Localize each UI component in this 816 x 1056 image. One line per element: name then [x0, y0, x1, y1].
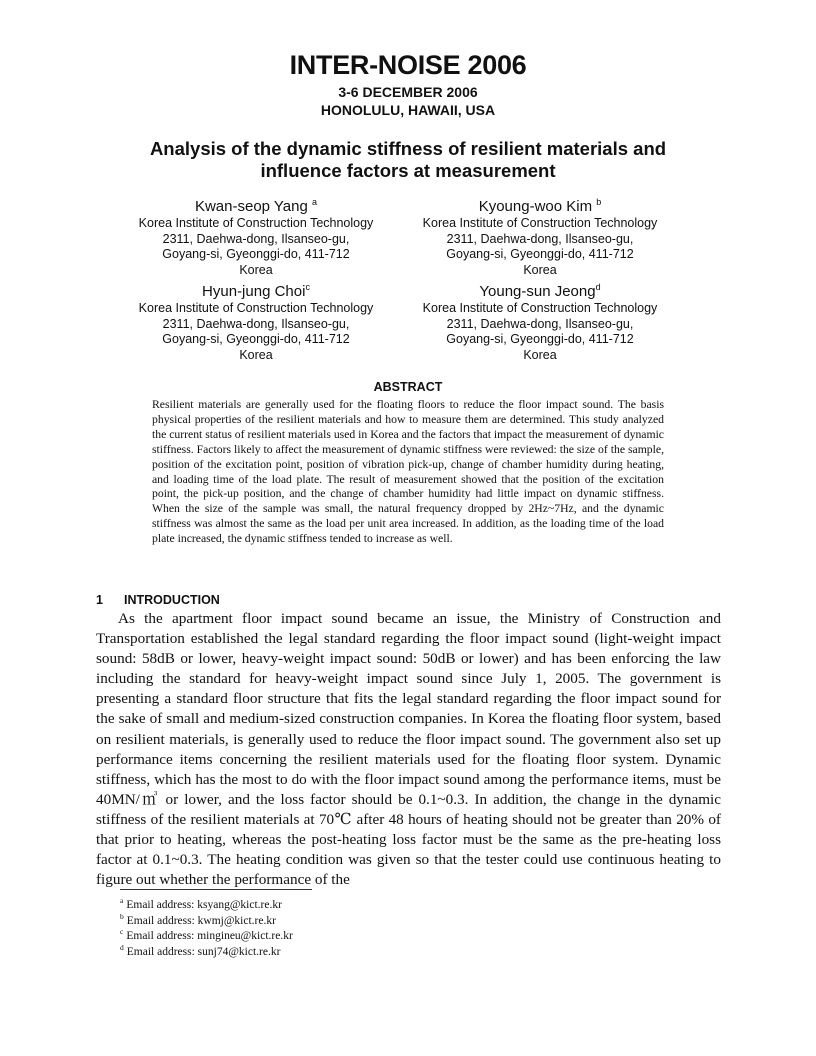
author-country: Korea — [239, 262, 273, 277]
paper-title-line2: influence factors at measurement — [260, 160, 556, 181]
author-name: Hyun-jung Choi$^c$ — [202, 282, 310, 300]
abstract-text: Resilient materials are generally used for the floating floors to reduce the floor impact sound. The basis physical properties of the resilient materials and how to measure them are determined. This study analyzed the current status of resilient materials used in Korea and the factors that impact the measurement of dynamic stiffness. Factors likely to affect the measurement of dynamic stiffness were reviewed: the size of the sample, position of the excitation point, position of vibration pick-up, change of chamber humidity during heating, and loading time of the load plate. The result of measurement showed that the position of the excitation point, the pick-up position, and the change of chamber humidity had little impact on dynamic stiffness. When the size of the sample was small, the natural frequency dropped by 2Hz~7Hz, and the dynamic stiffness was almost the same as the load per unit area increased. In addition, as the loading time of the load plate increased, the dynamic stiffness tended to increase as well. — [152, 398, 664, 546]
footnote: $^b$ Email address: kwmj@kict.re.kr — [120, 911, 276, 927]
footnote: $^d$ Email address: sunj74@kict.re.kr — [120, 942, 281, 958]
author-country: Korea — [239, 347, 273, 362]
author-institute: Korea Institute of Construction Technology — [422, 301, 658, 315]
footnote-divider — [120, 889, 312, 890]
author-address-line1: 2311, Daehwa-dong, Ilsanseo-gu, — [162, 316, 350, 331]
author-block-2 — [405, 198, 675, 278]
section-heading — [96, 593, 220, 607]
author-institute: Korea Institute of Construction Technology — [138, 301, 374, 315]
author-address-line1: 2311, Daehwa-dong, Ilsanseo-gu, — [446, 316, 634, 331]
abstract-heading: ABSTRACT — [373, 380, 443, 394]
author-name: Kyoung-woo Kim $^b$ — [478, 197, 602, 215]
author-block-3 — [121, 283, 391, 363]
author-address-line2: Goyang-si, Gyeonggi-do, 411-712 — [162, 247, 350, 261]
affiliation-mark: d — [595, 282, 601, 292]
section-title: INTRODUCTION — [124, 593, 220, 607]
author-name: Young-sun Jeong$^d$ — [479, 282, 601, 300]
introduction-paragraph: As the apartment floor impact sound became an issue, the Ministry of Construction and Transportation established the legal standard regarding the floor impact sound (light-weight impact sound: 58dB or lower, heavy-weight impact sound: 50dB or lower) and has been enforcing the law including the standard for heavy-weight impact sound since July 1, 2005. The government is presenting a standard floor structure that fits the legal standard regarding the floor impact sound for the sake of small and medium-sized construction companies. In Korea the floating floor system, based on resilient materials, is generally used to reduce the floor impact sound. The government also set up performance items concerning the resilient materials used for the floating floor system. Dynamic stiffness, which has the most to do with the floor impact sound among the performance items, must be 40MN/㎥ or lower, and the loss factor should be 0.1~0.3. In addition, the change in the dynamic stiffness of the resilient materials at 70℃ after 48 hours of heating should not be greater than 20% of that prior to heating, whereas the post-heating loss factor must be the same as the pre-heating loss factor at 0.1~0.3. The heating condition was given so that the tester could use continuous heating to figure out whether the performance of the — [96, 610, 721, 889]
author-name: Kwan-seop Yang $^a$ — [194, 197, 318, 215]
author-address-line2: Goyang-si, Gyeonggi-do, 411-712 — [446, 332, 634, 346]
paper-title-line1: Analysis of the dynamic stiffness of resilient materials and — [149, 138, 667, 159]
footnotes — [120, 898, 520, 960]
conference-title: INTER-NOISE 2006 — [289, 50, 527, 80]
footnote: $^c$ Email address: mingineu@kict.re.kr — [120, 927, 293, 942]
author-institute: Korea Institute of Construction Technology — [138, 216, 374, 230]
author-address-line1: 2311, Daehwa-dong, Ilsanseo-gu, — [162, 231, 350, 246]
footnote: $^a$ Email address: ksyang@kict.re.kr — [120, 896, 282, 911]
conference-location: HONOLULU, HAWAII, USA — [320, 102, 496, 118]
affiliation-mark: b — [596, 197, 602, 207]
author-country: Korea — [523, 262, 557, 277]
paper-title — [100, 138, 716, 182]
author-block-1 — [121, 198, 391, 278]
author-address-line2: Goyang-si, Gyeonggi-do, 411-712 — [446, 247, 634, 261]
section-number: 1 — [96, 593, 103, 607]
author-country: Korea — [523, 347, 557, 362]
author-address-line1: 2311, Daehwa-dong, Ilsanseo-gu, — [446, 231, 634, 246]
author-address-line2: Goyang-si, Gyeonggi-do, 411-712 — [162, 332, 350, 346]
affiliation-mark: c — [305, 282, 310, 292]
affiliation-mark: a — [312, 197, 318, 207]
author-block-4 — [405, 283, 675, 363]
conference-dates: 3-6 DECEMBER 2006 — [338, 84, 478, 100]
author-institute: Korea Institute of Construction Technology — [422, 216, 658, 230]
